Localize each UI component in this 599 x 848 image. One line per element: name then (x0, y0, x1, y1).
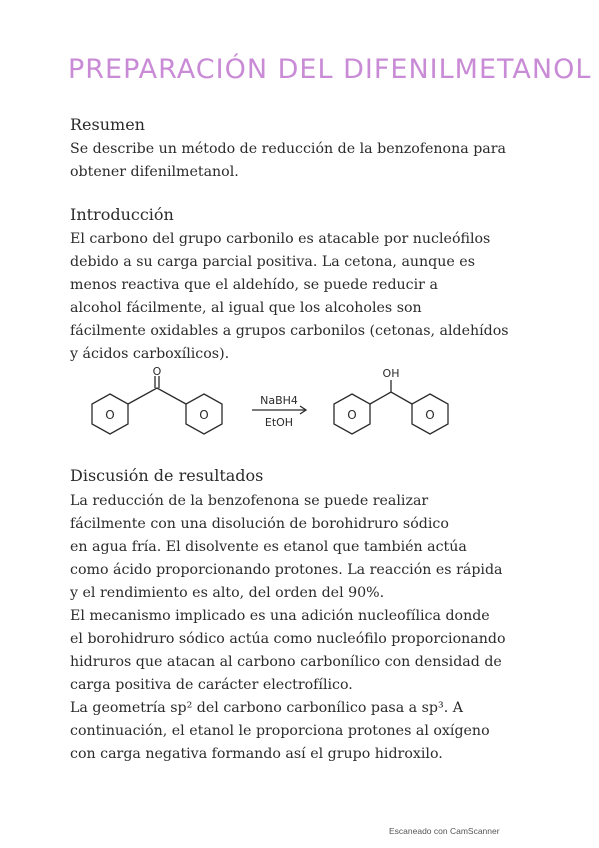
text-line: El carbono del grupo carbonilo es atacable por nucleófilos (70, 231, 491, 247)
discusion-text (70, 490, 560, 766)
text-line: continuación, el etanol le proporciona protones al oxígeno (70, 723, 490, 739)
text-line: con carga negativa formando así el grupo hidroxilo. (70, 746, 443, 762)
text-line: menos reactiva que el aldehído, se puede reducir a (70, 277, 438, 293)
introduccion-text (70, 228, 560, 366)
ring-label: O (347, 408, 357, 422)
carbonyl-bonds (128, 388, 186, 404)
text-line: en agua fría. El disolvente es etanol que también actúa (70, 539, 467, 555)
scanner-watermark: Escaneado con CamScanner (389, 826, 500, 836)
text-line: debido a su carga parcial positiva. La cetona, aunque es (70, 254, 475, 270)
ring-label: O (105, 408, 115, 422)
carbinol-bonds (370, 380, 412, 404)
hydroxyl-label: OH (382, 367, 400, 380)
ketone-oxygen-label: O (152, 366, 162, 378)
text-line: carga positiva de carácter electrofílico. (70, 677, 353, 693)
text-line: hidruros que atacan al carbono carbonílico con densidad de (70, 654, 502, 670)
text-line: fácilmente oxidables a grupos carbonilos (cetonas, aldehídos (70, 323, 509, 339)
reaction-arrow (252, 406, 306, 414)
document-title: PREPARACIÓN DEL DIFENILMETANOL (68, 54, 592, 85)
solvent-label: EtOH (264, 416, 294, 429)
reaction-scheme (80, 366, 500, 446)
resumen-text (70, 138, 560, 184)
text-line: el borohidruro sódico actúa como nucleófilo proporcionando (70, 631, 506, 647)
text-line: La reducción de la benzofenona se puede realizar (70, 493, 429, 509)
text-line: fácilmente con una disolución de borohidruro sódico (70, 516, 449, 532)
text-line: El mecanismo implicado es una adición nucleofílica donde (70, 608, 490, 624)
ring-label: O (425, 408, 435, 422)
text-line: Se describe un método de reducción de la benzofenona para (70, 141, 506, 157)
text-line: como ácido proporcionando protones. La reacción es rápida (70, 562, 503, 578)
text-line: y ácidos carboxílicos). (70, 346, 230, 362)
text-line: obtener difenilmetanol. (70, 164, 239, 180)
resumen-heading: Resumen (70, 115, 145, 134)
ring-label: O (199, 408, 209, 422)
text-line: alcohol fácilmente, al igual que los alcoholes son (70, 300, 422, 316)
introduccion-heading: Introducción (70, 205, 174, 224)
text-line: y el rendimiento es alto, del orden del 90%. (70, 585, 385, 601)
text-line: La geometría sp² del carbono carbonílico pasa a sp³. A (70, 700, 463, 716)
reagent-label: NaBH4 (260, 394, 298, 407)
discusion-heading: Discusión de resultados (70, 466, 264, 485)
